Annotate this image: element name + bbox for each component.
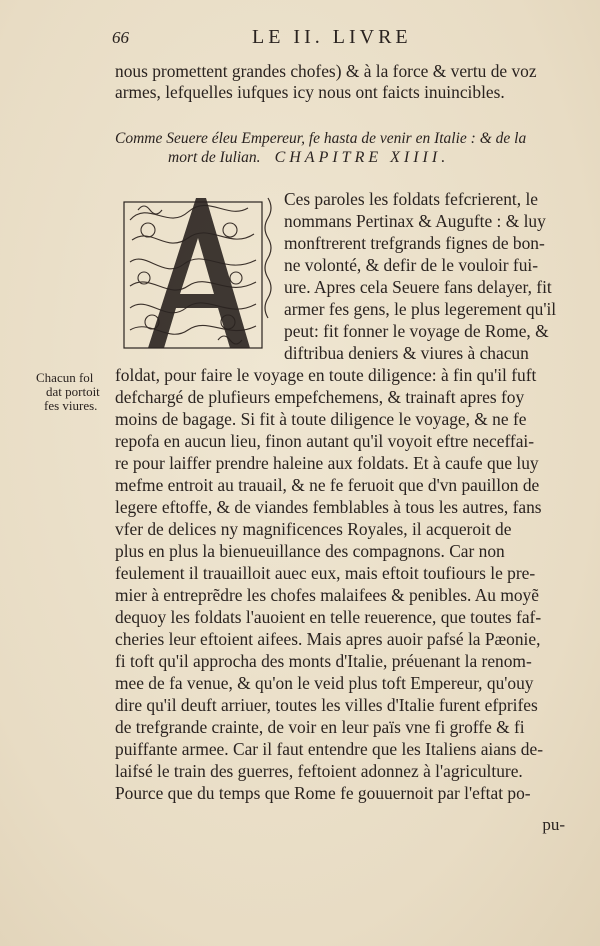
running-title: LE II. LIVRE (252, 26, 412, 48)
page-number: 66 (112, 28, 129, 47)
text-line: legere eftoffe, & de viandes femblables à tous les autres, fans (115, 497, 542, 517)
text-line: nommans Pertinax & Augufte : & luy (284, 211, 546, 231)
catchword: pu- (542, 815, 565, 834)
chapter-title-line-2: mort de Iulian. (168, 149, 261, 166)
text-line: feulement il trauailloit auec eux, mais eftoit toufiours le pre- (115, 563, 536, 583)
text-line: mier à entreprẽdre les chofes malaifees & penibles. Au moyẽ (115, 585, 539, 605)
text-line: Pource que du temps que Rome fe gouuernoit par l'eftat po- (115, 783, 531, 803)
text-line: monftrerent trefgrands fignes de bon- (284, 233, 545, 253)
text-line: mefme entroit au trauail, & ne fe feruoit que d'vn pauillon de (115, 475, 540, 495)
text-line: ne volonté, & defir de le vouloir fui- (284, 255, 539, 275)
text-line: dire qu'il deuft arriuer, toutes les villes d'Italie furent efprifes (115, 695, 538, 715)
text-line: armes, lefquelles iufques icy nous ont faicts inuincibles. (115, 82, 505, 102)
text-line: armer fes gens, le plus legerement qu'il (284, 299, 557, 319)
margin-note-line: fes viures. (44, 398, 98, 413)
text-line: plus en plus la bienueuillance des compagnons. Car non (115, 541, 505, 561)
text-line: re pour laiffer prendre haleine aux foldats. Et à caufe que luy (115, 453, 539, 473)
text-line: dequoy les foldats l'auoient en telle reuerence, que toutes faf- (115, 607, 542, 627)
text-line: cheries leur eftoient aifees. Mais apres auoir pafsé la Pæonie, (115, 629, 541, 649)
text-line: foldat, pour faire le voyage en toute diligence: à fin qu'il fuft (115, 365, 537, 385)
chapter-title-line-1: Comme Seuere éleu Empereur, fe hasta de venir en Italie : & de la (115, 130, 527, 147)
text-line: mee de fa venue, & qu'on le veid plus toft Empereur, qu'ouy (115, 673, 534, 693)
foliate-initial-ornament (118, 190, 275, 355)
page-header (112, 26, 582, 50)
margin-note-line: Chacun fol (36, 370, 94, 385)
text-line: puiffante armee. Car il faut entendre que les Italiens aians de- (115, 739, 543, 759)
text-line: laifsé le train des guerres, feftoient adonnez à l'agriculture. (115, 761, 523, 781)
text-line: nous promettent grandes chofes) & à la force & vertu de voz (115, 61, 537, 81)
margin-note-line: dat portoit (46, 384, 100, 399)
text-line: de trefgrande crainte, de voir en leur païs vne fi groffe & fi (115, 717, 525, 737)
text-line: Ces paroles les foldats fefcrierent, le (284, 189, 538, 209)
chapter-number: CHAPITRE XIIII. (274, 149, 450, 166)
text-line: diftribua deniers & viures à chacun (284, 343, 529, 363)
text-line: ure. Apres cela Seuere fans delayer, fit (284, 277, 552, 297)
text-line: defchargé de plufieurs empefchemens, & trainaft apres foy (115, 387, 525, 407)
text-line: repofa en aucun lieu, finon autant qu'il voyoit eftre neceffai- (115, 431, 535, 451)
decorated-initial-a (118, 190, 275, 355)
text-line: vfer de delices ny magnificences Royales, il acqueroit de (115, 519, 512, 539)
text-line: peut: fit fonner le voyage de Rome, & (284, 321, 549, 341)
text-line: moins de bagage. Si fit à toute diligence le voyage, & ne fe (115, 409, 527, 429)
text-line: fi toft qu'il approcha des monts d'Italie, préuenant la renom- (115, 651, 532, 671)
